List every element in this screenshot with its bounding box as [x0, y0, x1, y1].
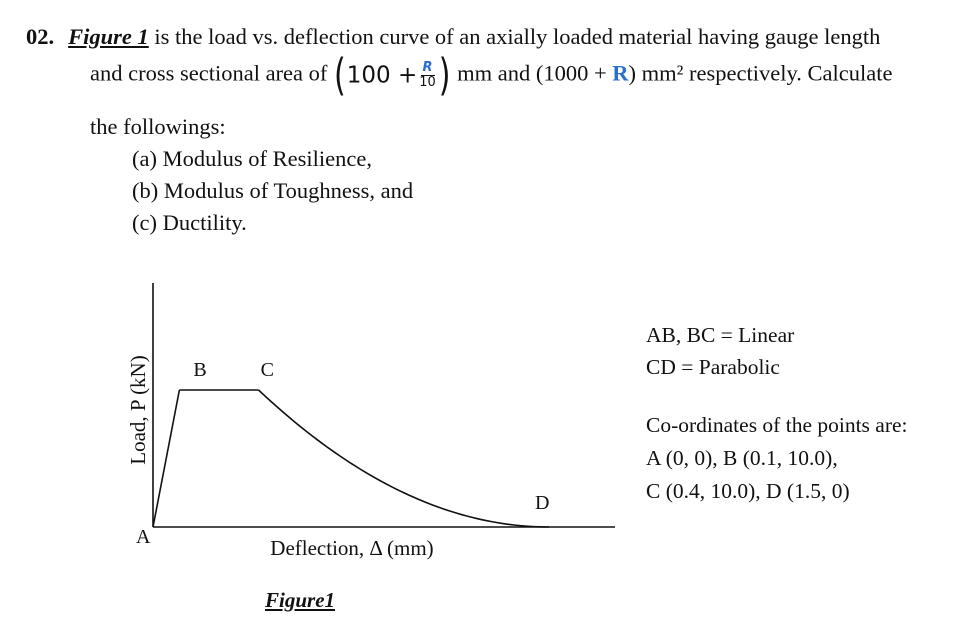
side-note-coordinates-cd: C (0.4, 10.0), D (1.5, 0)	[646, 479, 850, 503]
segment-cd	[259, 390, 549, 527]
left-paren: (	[334, 50, 346, 101]
item-b: (b) Modulus of Toughness, and	[132, 178, 414, 203]
r-variable: R	[612, 60, 629, 86]
segment-ab	[153, 390, 179, 527]
side-note-linear: AB, BC = Linear	[646, 323, 795, 347]
side-note-parabolic: CD = Parabolic	[646, 355, 780, 379]
question-line-2-pre: and cross sectional area of	[90, 60, 328, 86]
figure-caption: Figure1	[265, 588, 336, 612]
question-line-2-post: ) mm² respectively. Calculate	[628, 60, 893, 86]
side-note-coordinates-ab: A (0, 0), B (0.1, 10.0),	[646, 446, 838, 470]
math-base: 100 +	[346, 62, 418, 89]
question-line-2-mid: mm and (1000 +	[457, 60, 607, 86]
y-axis-label: Load, P (kN)	[126, 355, 150, 465]
item-a: (a) Modulus of Resilience,	[132, 146, 372, 171]
fraction-numerator: R	[422, 60, 433, 75]
x-axis-label: Deflection, Δ (mm)	[270, 536, 434, 560]
side-note-coordinates-heading: Co-ordinates of the points are:	[646, 413, 908, 437]
curve-group	[153, 390, 549, 527]
point-labels	[136, 359, 549, 548]
right-paren: )	[438, 50, 451, 101]
point-label-d: D	[535, 492, 550, 514]
point-label-c: C	[260, 359, 274, 381]
question-line-3: the followings:	[90, 114, 226, 139]
question-line-1-text: is the load vs. deflection curve of an axially loaded material having gauge length	[154, 24, 881, 49]
fraction-denominator: 10	[419, 75, 436, 90]
item-c: (c) Ductility.	[132, 210, 247, 235]
figure-reference: Figure 1	[68, 24, 149, 49]
point-label-b: B	[193, 359, 207, 381]
question-number: 02.	[26, 24, 55, 49]
point-label-a: A	[136, 526, 151, 548]
